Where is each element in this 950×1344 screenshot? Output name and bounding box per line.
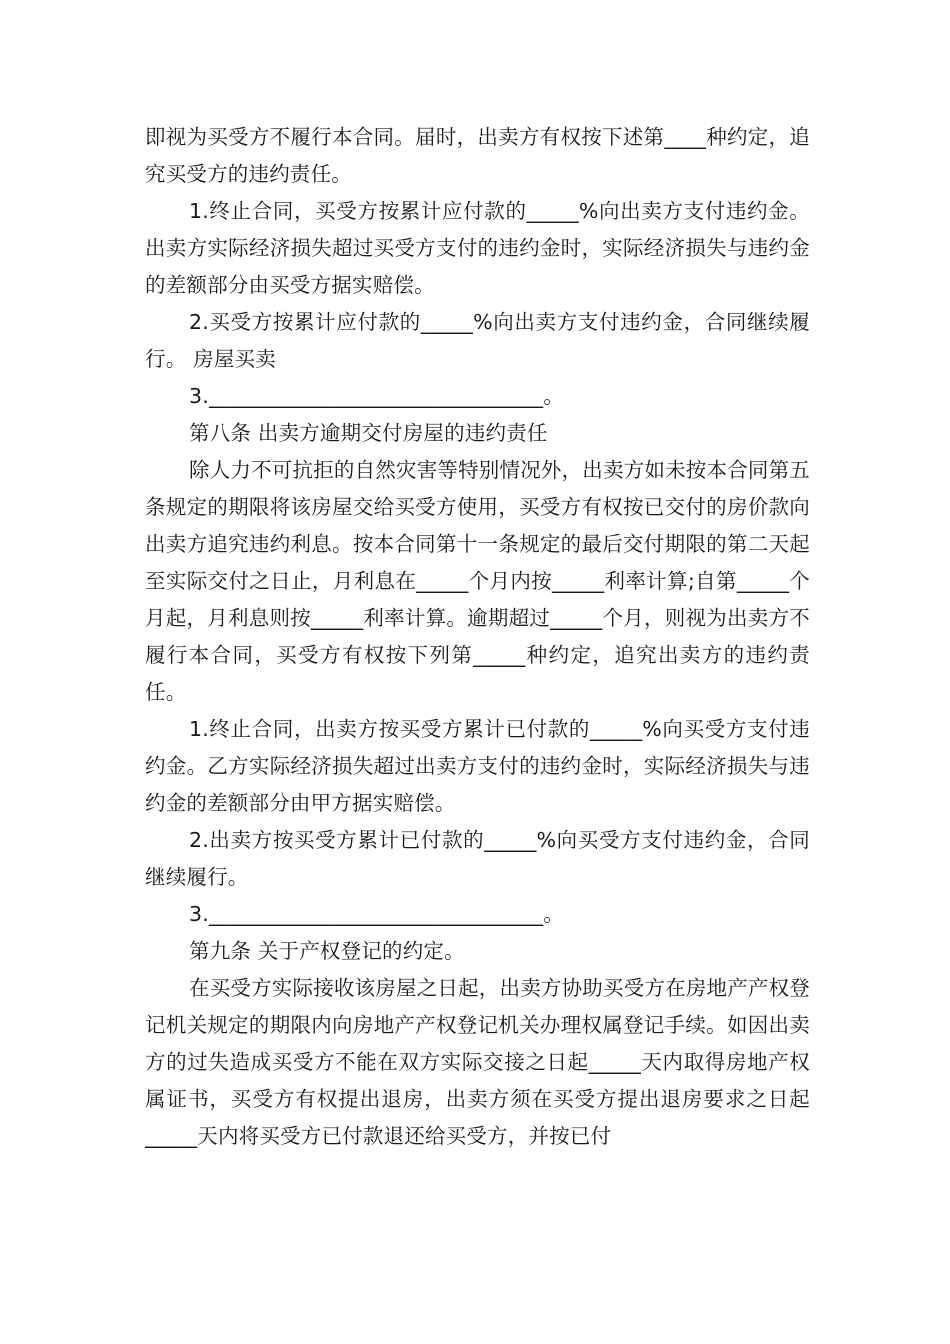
paragraph-option-3-blank: 3.________________________________。 <box>189 384 565 408</box>
paragraph-breach-buyer-continued: 即视为买受方不履行本合同。届时，出卖方有权按下述第____种约定，追究买受方的违约责任。 <box>145 125 810 186</box>
paragraph-option-2-continue: 2.买受方按累计应付款的_____%向出卖方支付违约金，合同继续履行。 房屋买卖 <box>145 310 810 371</box>
paragraph-article-8-option-1: 1.终止合同，出卖方按买受方累计已付款的_____%向买受方支付违约金。乙方实际经济损失超过出卖方支付的违约金时，实际经济损失与违约金的差额部分由甲方据实赔偿。 <box>145 717 810 815</box>
document-body <box>145 119 810 1155</box>
paragraph-article-9-body: 在买受方实际接收该房屋之日起，出卖方协助买受方在房地产产权登记机关规定的期限内向房地产产权登记机关办理权属登记手续。如因出卖方的过失造成买受方不能在双方实际交接之日起_____天内取得房地产权属证书，买受方有权提出退房，出卖方须在买受方提出退房要求之日起_____天内将买受方已付款退还给买受方，并按已付 <box>145 976 810 1148</box>
paragraph-article-8-body: 除人力不可抗拒的自然灾害等特别情况外，出卖方如未按本合同第五条规定的期限将该房屋交给买受方使用，买受方有权按已交付的房价款向出卖方追究违约利息。按本合同第十一条规定的最后交付期限的第二天起至实际交付之日止，月利息在_____个月内按_____利率计算;自第_____个月起，月利息则按_____利率计算。逾期超过_____个月，则视为出卖方不履行本合同，买受方有权按下列第_____种约定，追究出卖方的违约责任。 <box>145 458 810 704</box>
paragraph-option-1-terminate: 1.终止合同，买受方按累计应付款的_____%向出卖方支付违约金。出卖方实际经济损失超过买受方支付的违约金时，实际经济损失与违约金的差额部分由买受方据实赔偿。 <box>145 199 810 297</box>
paragraph-article-8-option-2: 2.出卖方按买受方累计已付款的_____%向买受方支付违约金，合同继续履行。 <box>145 828 810 889</box>
paragraph-article-8-option-3: 3.________________________________。 <box>189 902 565 926</box>
article-9-heading: 第九条 关于产权登记的约定。 <box>189 939 465 963</box>
article-8-heading: 第八条 出卖方逾期交付房屋的违约责任 <box>189 421 548 445</box>
